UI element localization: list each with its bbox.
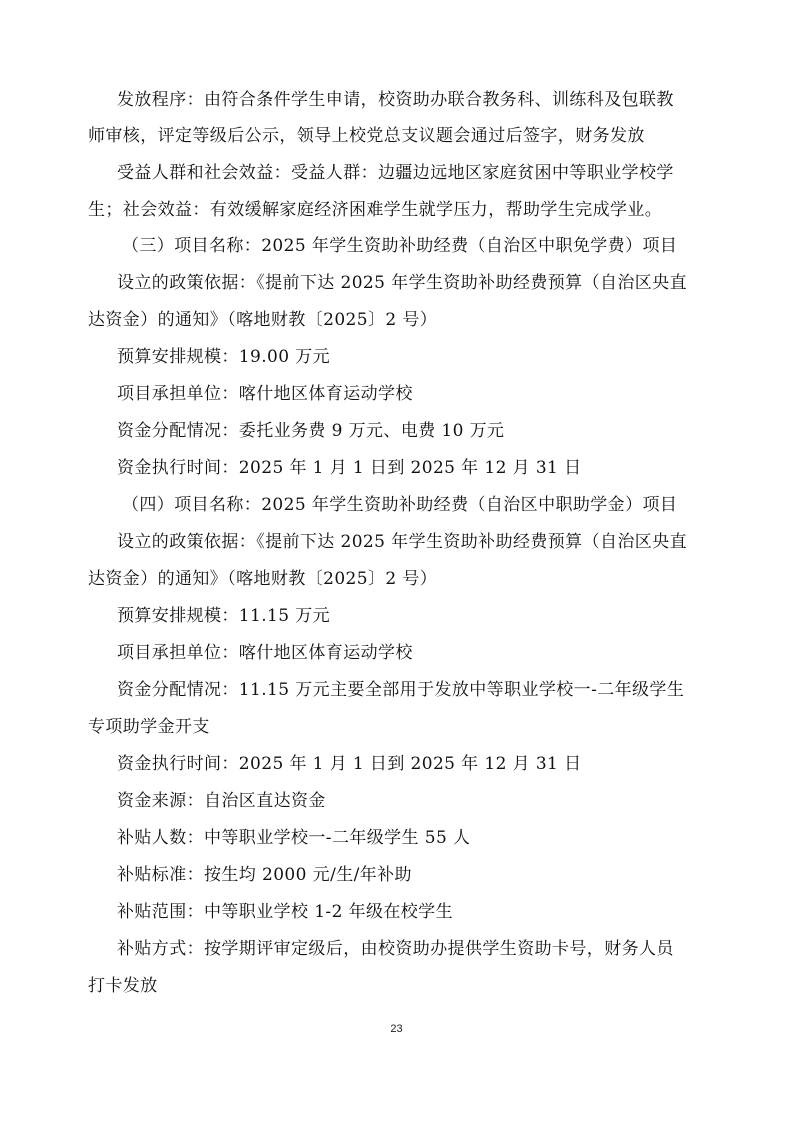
section-heading: （三）项目名称：2025 年学生资助补助经费（自治区中职免学费）项目 — [122, 236, 678, 256]
text-line: 资金来源：自治区直达资金 — [117, 791, 326, 811]
text-line: 项目承担单位：喀什地区体育运动学校 — [117, 643, 413, 663]
text-line: 补贴人数：中等职业学校一-二年级学生 55 人 — [117, 828, 471, 848]
text-line: 预算安排规模：11.15 万元 — [117, 606, 331, 626]
text-line: 专项助学金开支 — [88, 717, 210, 737]
text-line: 达资金）的通知》（喀地财教〔2025〕2 号） — [88, 310, 438, 330]
text-line: 达资金）的通知》（喀地财教〔2025〕2 号） — [88, 569, 438, 589]
text-line: 设立的政策依据：《提前下达 2025 年学生资助补助经费预算（自治区央直 — [117, 273, 687, 293]
text-line: 补贴方式：按学期评审定级后，由校资助办提供学生资助卡号，财务人员 — [117, 939, 674, 959]
page-number: 23 — [390, 1023, 403, 1035]
text-line: 设立的政策依据：《提前下达 2025 年学生资助补助经费预算（自治区央直 — [117, 532, 687, 552]
text-line: 生；社会效益：有效缓解家庭经济困难学生就学压力，帮助学生完成学业。 — [88, 200, 663, 220]
text-line: 补贴范围：中等职业学校 1-2 年级在校学生 — [117, 902, 453, 922]
text-line: 师审核，评定等级后公示，领导上校党总支议题会通过后签字，财务发放 — [88, 126, 645, 146]
text-line: 资金分配情况：11.15 万元主要全部用于发放中等职业学校一-二年级学生 — [117, 680, 685, 700]
text-line: 资金执行时间：2025 年 1 月 1 日到 2025 年 12 月 31 日 — [117, 754, 582, 774]
text-line: 预算安排规模：19.00 万元 — [117, 347, 331, 367]
text-line: 项目承担单位：喀什地区体育运动学校 — [117, 384, 413, 404]
text-line: 发放程序：由符合条件学生申请，校资助办联合教务科、训练科及包联教 — [117, 90, 674, 110]
text-line: 受益人群和社会效益：受益人群：边疆边远地区家庭贫困中等职业学校学 — [117, 163, 674, 183]
text-line: 资金分配情况：委托业务费 9 万元、电费 10 万元 — [117, 421, 505, 441]
text-line: 资金执行时间：2025 年 1 月 1 日到 2025 年 12 月 31 日 — [117, 458, 582, 478]
text-line: 补贴标准：按生均 2000 元/生/年补助 — [117, 865, 412, 885]
section-heading: （四）项目名称：2025 年学生资助补助经费（自治区中职助学金）项目 — [122, 495, 678, 515]
text-line: 打卡发放 — [88, 976, 158, 996]
